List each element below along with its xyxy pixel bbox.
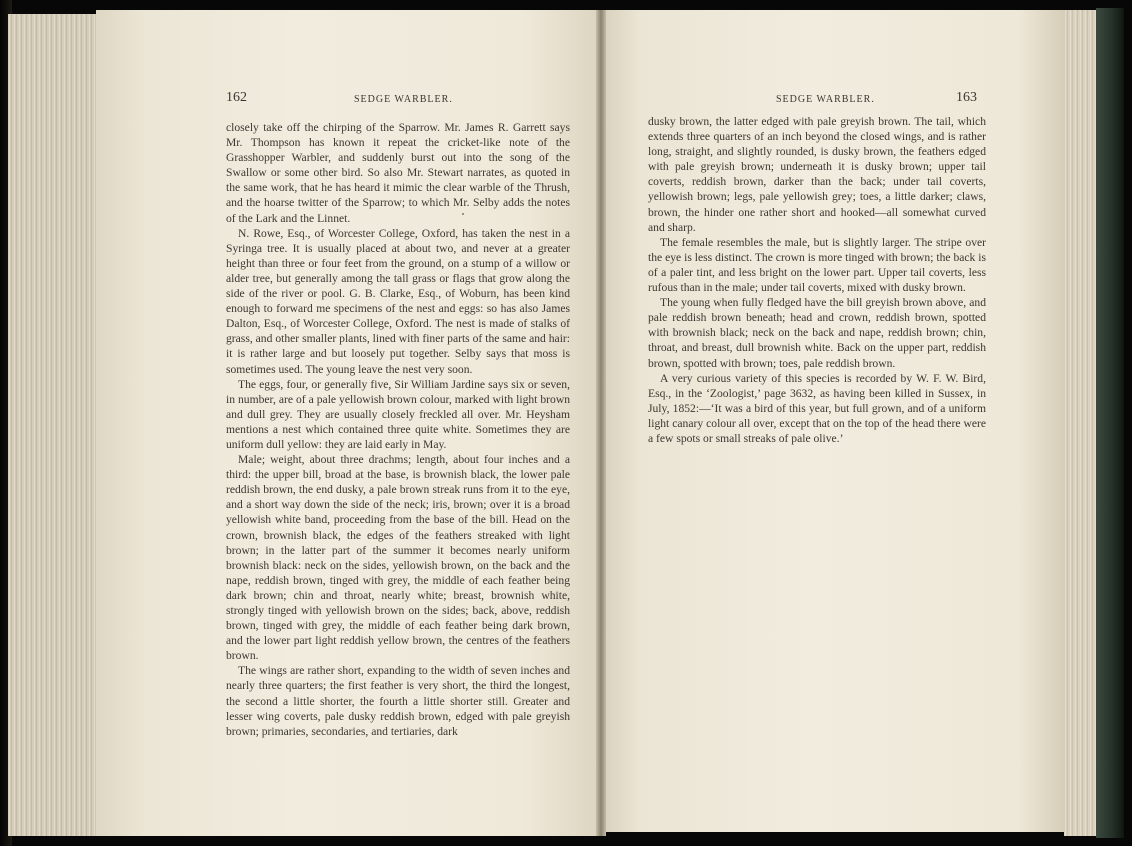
paragraph: The wings are rather short, expanding to the width of seven inches and nearly three quarters; the first feather is very short, the third the longest, the second a little shorter, the fourth a little shorter still. Greater and lesser wing coverts, pale dusky reddish brown, edged with pale greyish brown; primaries, secondaries, and tertiaries, dark	[226, 664, 570, 738]
book-gutter	[596, 10, 606, 836]
right-running-head: SEDGE WARBLER.	[776, 94, 875, 105]
left-running-head: SEDGE WARBLER.	[354, 94, 453, 105]
paragraph: A very curious variety of this species is recorded by W. F. W. Bird, Esq., in the ‘Zoologist,’ page 3632, as having been killed in Sussex, in July, 1852:—‘It was a bird of this year, but full grown, and of a uniform light canary colour all over, except that on the top of the head there were a few spots or small streaks of pale olive.’	[648, 371, 986, 445]
right-page-body	[648, 114, 986, 446]
paragraph: The eggs, four, or generally five, Sir William Jardine says six or seven, in number, are of a pale yellowish brown colour, marked with light brown and dull grey. They are usually closely freckled all over. Mr. Heysham mentions a nest which contained three quite white. Sometimes they are uniform dull yellow: they are laid early in May.	[226, 377, 570, 451]
paragraph: The young when fully fledged have the bill greyish brown above, and pale reddish brown beneath; head and crown, reddish brown, spotted with brownish black; neck on the back and nape, reddish brown; chin, throat, and breast, dull brownish white. Back on the upper part, reddish brown, spotted with brown; toes, pale reddish brown.	[648, 296, 986, 370]
paragraph: closely take off the chirping of the Sparrow. Mr. James R. Garrett says Mr. Thompson has known it repeat the cricket-like note of the Grasshopper Warbler, and suddenly burst out into the song of the Swallow or some other bird. So also Mr. Stewart narrates, as quoted in the same work, that he has heard it mimic the clear warble of the Thrush, and the hoarse twitter of the Sparrow; to which Mr. Selby adds the notes of the Lark and the Linnet.	[226, 121, 570, 225]
paragraph: The female resembles the male, but is slightly larger. The stripe over the eye is less distinct. The crown is more tinged with brown; the back is of a paler tint, and less bright on the lower part. Upper tail coverts, less rufous than in the male; under tail coverts, mixed with dusky brown.	[648, 235, 986, 295]
right-page-number: 163	[956, 90, 977, 105]
paragraph: N. Rowe, Esq., of Worcester College, Oxford, has taken the nest in a Syringa tree. It is usually placed at about two, and never at a greater height than three or four feet from the ground, on a stump of a willow or alder tree, but generally among the tall grass or flags that grow along the side of the river or pool. G. B. Clarke, Esq., of Woburn, has been kind enough to forward me specimens of the nest and eggs: so has also James Dalton, Esq., of Worcester College, Oxford. The nest is made of stalks of grass, and other smaller plants, lined with finer parts of the same and hair: it is rather large and but loosely put together. Selby says that moss is sometimes used. The young leave the nest very soon.	[226, 226, 570, 376]
ink-speck	[462, 213, 464, 215]
paragraph: dusky brown, the latter edged with pale greyish brown. The tail, which extends three quarters of an inch beyond the closed wings, and is rather long, straight, and slightly rounded, is dusky brown, the feathers edged with pale greyish brown; underneath it is dusky brown; upper tail coverts, reddish brown, darker than the back; under tail coverts, yellowish brown; legs, pale yellowish grey; toes, a little darker; claws, brown, the hinder one rather short and hooked—all somewhat curved and sharp.	[648, 115, 986, 234]
book-cover-right	[1096, 8, 1124, 838]
left-page-number: 162	[226, 90, 247, 105]
page-edges-left	[8, 14, 100, 836]
left-page-body	[226, 120, 570, 739]
paragraph: Male; weight, about three drachms; length, about four inches and a third: the upper bill, broad at the base, is brownish black, the lower pale reddish brown, the end dusky, a pale brown streak runs from it to the eye, and a short way down the side of the neck; iris, brown; over it is a broad yellowish white band, proceeding from the base of the bill. Head on the crown, brownish black, the edges of the feathers streaked with light brown; in the latter part of the summer it becomes nearly uniform brownish black: neck on the sides, yellowish brown, on the back and the nape, reddish brown, tinged with grey, the middle of each feather being dark brown; chin and throat, nearly white; breast, brownish white, strongly tinged with yellowish brown on the sides; back, above, reddish brown, tinged with grey, the middle of each feather being dark brown, and the lower part light reddish yellow brown, the centres of the feathers brown.	[226, 453, 570, 663]
